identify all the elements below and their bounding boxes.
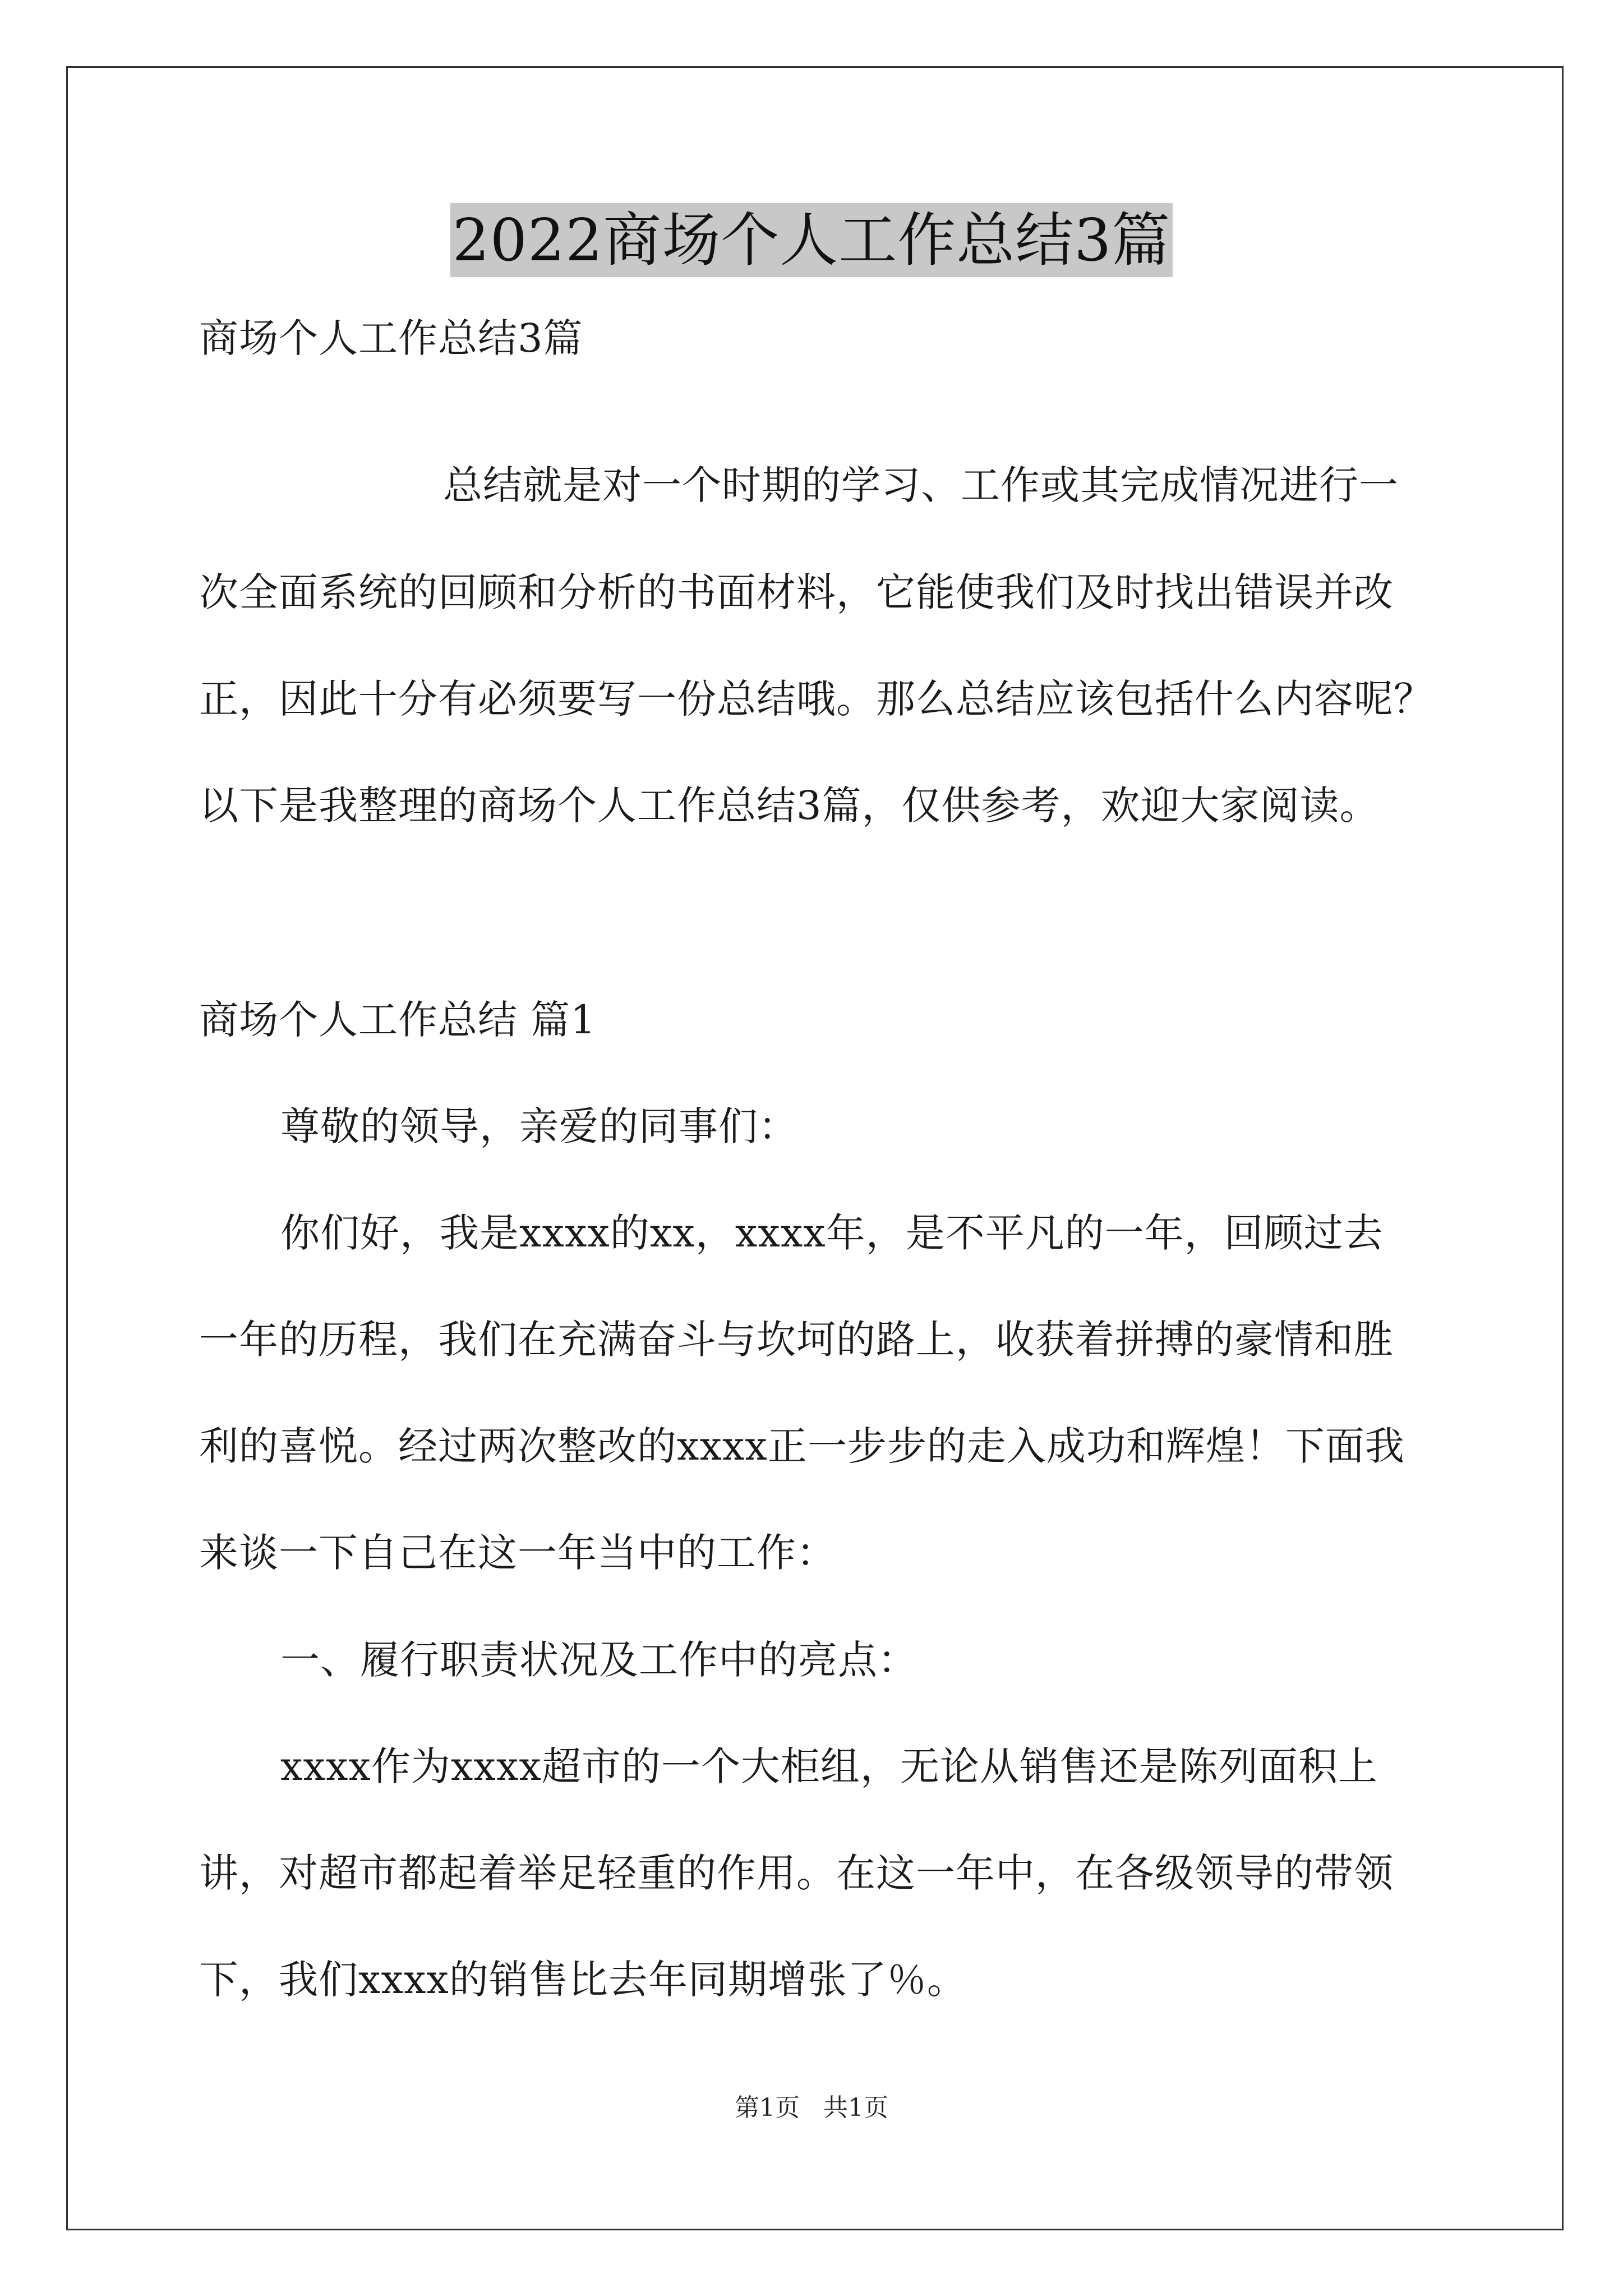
page-current: 第1页 [735, 2093, 800, 2122]
para1-line-3: 利的喜悦。经过两次整改的xxxx正一步步的走入成功和辉煌！下面我 [199, 1423, 1405, 1469]
intro-line-1: 总结就是对一个时期的学习、工作或其完成情况进行一 [443, 462, 1399, 508]
para2-line-1: xxxx作为xxxx超市的一个大柜组，无论从销售还是陈列面积上 [280, 1743, 1378, 1789]
point-1-heading: 一、履行职责状况及工作中的亮点： [280, 1637, 917, 1683]
document-title: 2022商场个人工作总结3篇 [450, 203, 1173, 277]
section-heading: 商场个人工作总结 篇1 [199, 997, 596, 1043]
title-wrap [0, 203, 1623, 277]
para1-line-4: 来谈一下自己在这一年当中的工作： [199, 1530, 836, 1576]
greeting: 尊敬的领导，亲爱的同事们： [280, 1103, 798, 1149]
page-total: 共1页 [823, 2093, 888, 2122]
page-footer [0, 2091, 1623, 2125]
intro-line-2: 次全面系统的回顾和分析的书面材料，它能使我们及时找出错误并改 [199, 569, 1394, 615]
intro-line-3: 正，因此十分有必须要写一份总结哦。那么总结应该包括什么内容呢？ [199, 676, 1433, 722]
para2-line-2: 讲，对超市都起着举足轻重的作用。在这一年中，在各级领导的带领 [199, 1850, 1394, 1896]
document-subtitle: 商场个人工作总结3篇 [199, 315, 583, 361]
para1-line-2: 一年的历程，我们在充满奋斗与坎坷的路上，收获着拼搏的豪情和胜 [199, 1317, 1394, 1363]
intro-line-4: 以下是我整理的商场个人工作总结3篇，仅供参考，欢迎大家阅读。 [199, 783, 1380, 829]
para2-line-3: 下，我们xxxx的销售比去年同期增张了％。 [199, 1957, 967, 2003]
para1-line-1: 你们好，我是xxxx的xx，xxxx年，是不平凡的一年，回顾过去 [280, 1210, 1384, 1256]
